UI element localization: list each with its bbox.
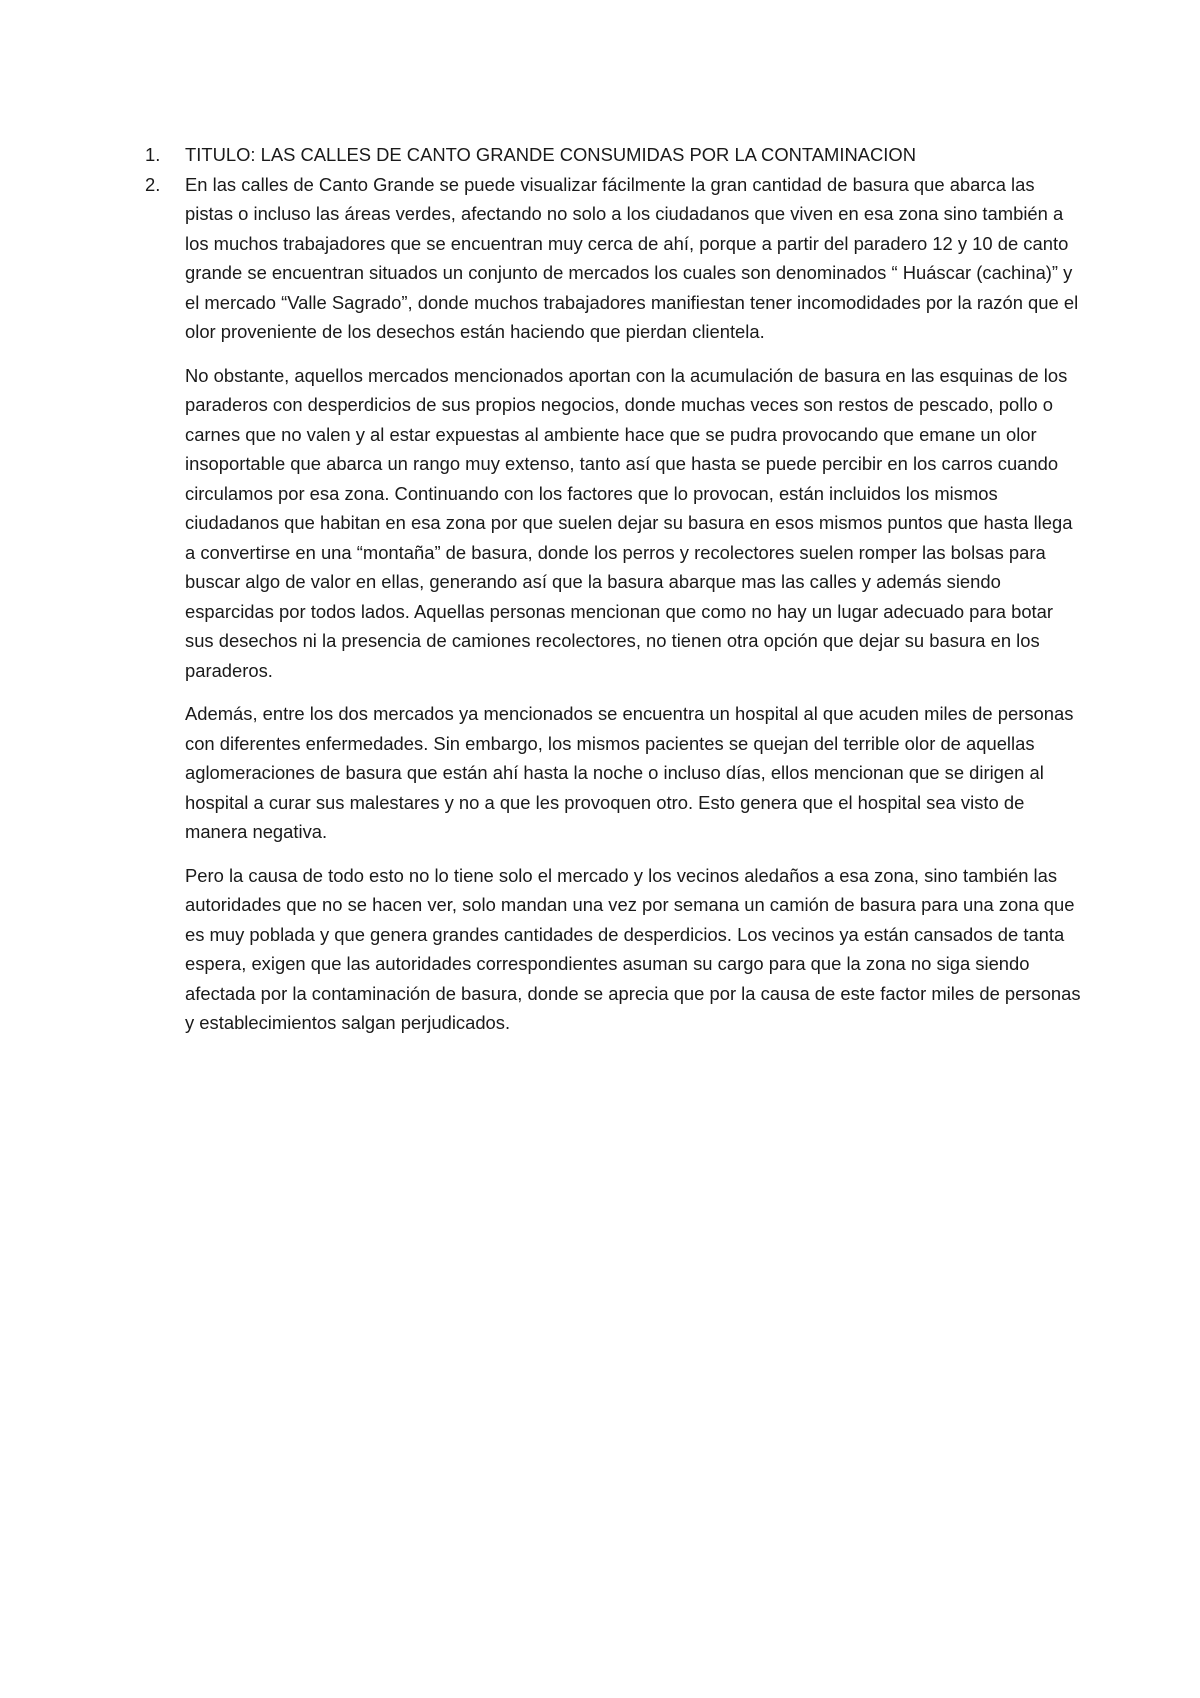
document-title: TITULO: LAS CALLES DE CANTO GRANDE CONSUMIDAS POR LA CONTAMINACION: [185, 144, 916, 165]
list-number: 2.: [145, 173, 161, 195]
list-item-title: [145, 140, 1085, 170]
body-paragraph-2: Además, entre los dos mercados ya mencionados se encuentra un hospital al que acuden miles de personas con diferentes enfermedades. Sin embargo, los mismos pacientes se quejan del terrible olor de aquellas aglomeraciones de basura que están ahí hasta la noche o incluso días, ellos mencionan que se dirigen al hospital a curar sus malestares y no a que les provoquen otro. Esto genera que el hospital sea visto de manera negativa.: [185, 703, 1074, 842]
list-number: 1.: [145, 144, 161, 165]
body-paragraph-1: No obstante, aquellos mercados mencionados aportan con la acumulación de basura en las esquinas de los paraderos con desperdicios de sus propios negocios, donde muchas veces son restos de pescado, pollo o carnes que no valen y al estar expuestas al ambiente hace que se pudra provocando que emane un olor insoportable que abarca un rango muy extenso, tanto así que hasta se puede percibir en los carros cuando circulamos por esa zona. Continuando con los factores que lo provocan, están incluidos los mismos ciudadanos que habitan en esa zona por que suelen dejar su basura en esos mismos puntos que hasta llega a convertirse en una “montaña” de basura, donde los perros y recolectores suelen romper las bolsas para buscar algo de valor en ellas, generando así que la basura abarque mas las calles y además siendo esparcidas por todos lados. Aquellas personas mencionan que como no hay un lugar adecuado para botar sus desechos ni la presencia de camiones recolectores, no tienen otra opción que dejar su basura en los paraderos.: [185, 364, 1073, 681]
intro-paragraph: En las calles de Canto Grande se puede visualizar fácilmente la gran cantidad de basura que abarca las pistas o incluso las áreas verdes, afectando no solo a los ciudadanos que viven en esa zona sino también a los muchos trabajadores que se encuentran muy cerca de ahí, porque a partir del paradero 12 y 10 de canto grande se encuentran situados un conjunto de mercados los cuales son denominados “ Huáscar (cachina)” y el mercado “Valle Sagrado”, donde muchos trabajadores manifiestan tener incomodidades por la razón que el olor proveniente de los desechos están haciendo que pierdan clientela.: [185, 173, 1079, 342]
list-item-intro: [145, 170, 1085, 347]
body-paragraph-3: Pero la causa de todo esto no lo tiene solo el mercado y los vecinos aledaños a esa zona, sino también las autoridades que no se hacen ver, solo mandan una vez por semana un camión de basura para una zona que es muy poblada y que genera grandes cantidades de desperdicios. Los vecinos ya están cansados de tanta espera, exigen que las autoridades correspondientes asuman su cargo para que la zona no siga siendo afectada por la contaminación de basura, donde se aprecia que por la causa de este factor miles de personas y establecimientos salgan perjudicados.: [185, 864, 1081, 1033]
document-body: [145, 140, 1085, 1038]
